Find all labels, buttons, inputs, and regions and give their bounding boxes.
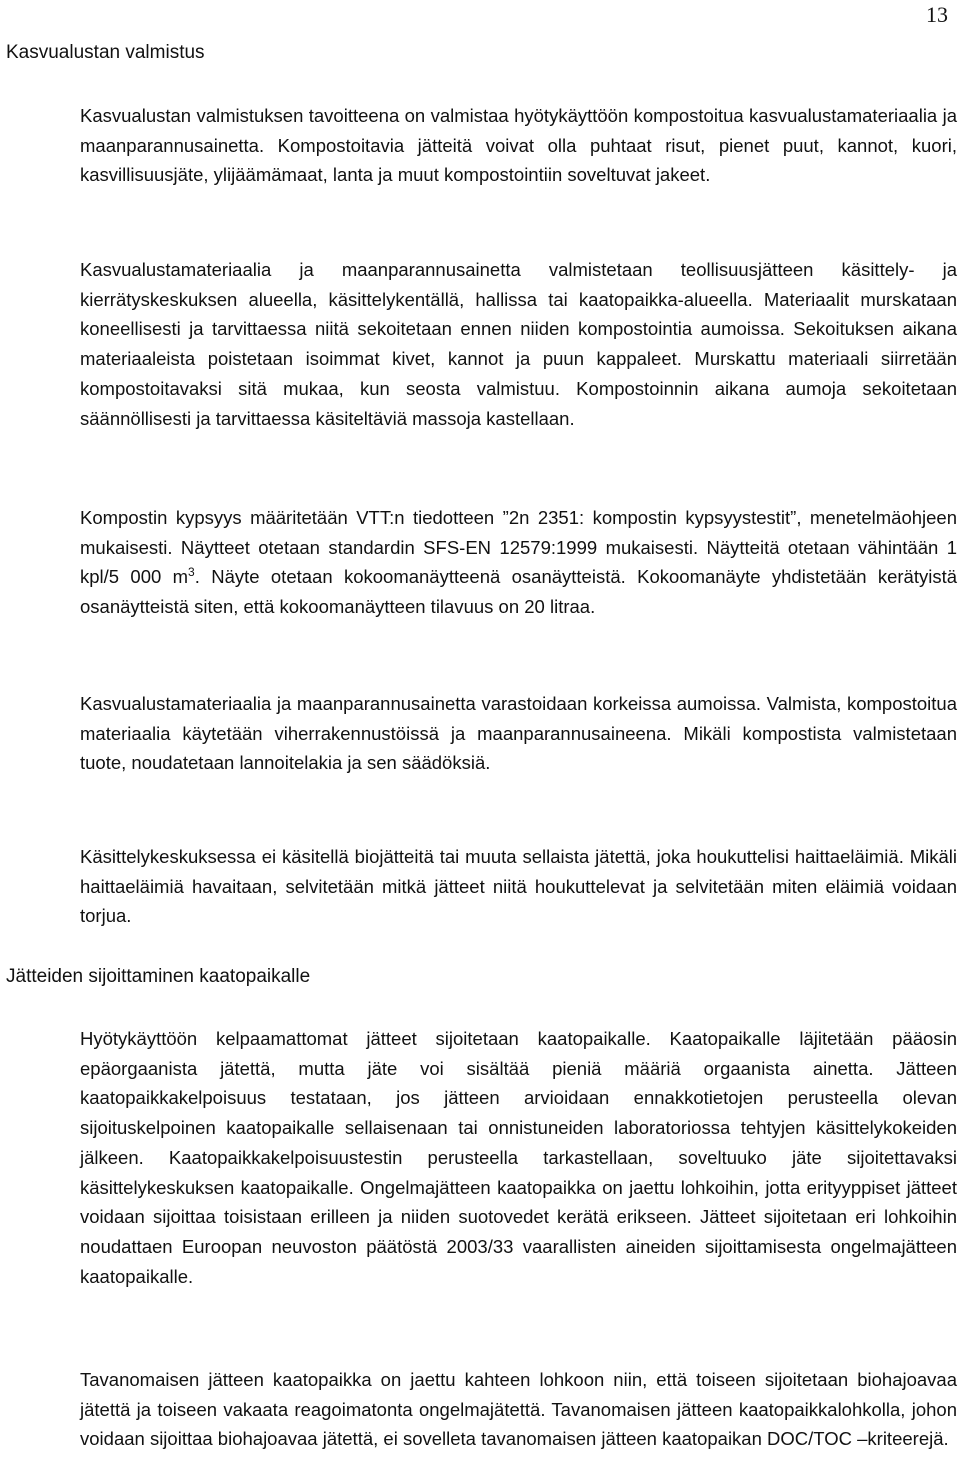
paragraph-kaatopaikka: Hyötykäyttöön kelpaamattomat jätteet sijoitetaan kaatopaikalle. Kaatopaikalle läjitetään pääosin epäorgaanista jätettä, mutta jäte voi sisältää pieniä määriä orgaanista ainetta. Jätteen kaatopaikkakelpoisuus testataan, jos jätteen arvioidaan ennakkotietojen perusteella olevan sijoituskelpoinen kaatopaikalle sellaisenaan tai onnistuneiden laboratoriossa tehtyjen käsittelykokeiden jälkeen. Kaatopaikkakelpoisuustestin perusteella tarkastellaan, soveltuuko jäte sijoitettavaksi käsittelykeskuksen kaatopaikalle. Ongelmajätteen kaatopaikka on jaettu lohkoihin, jotta erityyppiset jätteet voidaan sijoittaa toisistaan erilleen ja niiden suotovedet kerätä erikseen. Jätteet sijoitetaan eri lohkoihin noudattaen Euroopan neuvoston päätöstä 2003/33 vaarallisten aineiden sijoittamisesta ongelmajätteen kaatopaikalle. bbox=[80, 1028, 957, 1287]
paragraph-kypsyys-text-end: . Näyte otetaan kokoomanäytteenä osanäytteistä. Kokoomanäyte yhdistetään kerätyistä osanäytteistä siten, että kokoomanäytteen tilavuus on 20 litraa. bbox=[80, 566, 957, 618]
section-heading-jatteiden-sijoittaminen: Jätteiden sijoittaminen kaatopaikalle bbox=[6, 966, 311, 987]
section-heading-kasvualustan-valmistus: Kasvualustan valmistus bbox=[6, 42, 205, 63]
superscript-3: 3 bbox=[188, 565, 195, 580]
paragraph-tavanomainen: Tavanomaisen jätteen kaatopaikka on jaettu kahteen lohkoon niin, että toiseen sijoitetaan biohajoavaa jätettä ja toiseen vakaata reagoimatonta ongelmajätettä. Tavanomaisen jätteen kaatopaikkalohkolla, johon voidaan sijoittaa biohajoavaa jätettä, ei sovelleta tavanomaisen jätteen kaatopaikan DOC/TOC –kriteerejä. bbox=[80, 1369, 957, 1450]
paragraph-kypsyys-text: Kompostin kypsyys määritetään VTT:n tiedotteen ”2n 2351: kompostin kypsyystestit”, menetelmäohjeen mukaisesti. Näytteet otetaan standardin SFS-EN 12579:1999 mukaisesti. Näytteitä otetaan vähintään 1 kpl/5 000 m bbox=[80, 507, 957, 588]
paragraph-valmistus: Kasvualustamateriaalia ja maanparannusainetta valmistetaan teollisuusjätteen käsittely- ja kierrätyskeskuksen alueella, käsittelykentällä, hallissa tai kaatopaikka-alueella. Materiaalit murskataan koneellisesti ja tarvittaessa niitä sekoitetaan ennen niiden kompostointia aumoissa. Sekoituksen aikana materiaaleista poistetaan isoimmat kivet, kannot ja puun kappaleet. Murskattu materiaali siirretään kompostoitavaksi sitä mukaa, kun seosta valmistuu. Kompostoinnin aikana aumoja sekoitetaan säännöllisesti ja tarvittaessa käsiteltäviä massoja kastellaan. bbox=[80, 259, 957, 429]
paragraph-varastointi: Kasvualustamateriaalia ja maanparannusainetta varastoidaan korkeissa aumoissa. Valmista, kompostoitua materiaalia käytetään viherrakennustöissä ja maanparannusaineena. Mikäli kompostista valmistetaan tuote, noudatetaan lannoitelakia ja sen säädöksiä. bbox=[80, 693, 957, 774]
paragraph-kypsyys bbox=[80, 503, 957, 622]
page-number: 13 bbox=[926, 2, 948, 27]
paragraph-tavoite: Kasvualustan valmistuksen tavoitteena on valmistaa hyötykäyttöön kompostoitua kasvualustamateriaalia ja maanparannusainetta. Kompostoitavia jätteitä voivat olla puhtaat risut, pienet puut, kannot, kuori, kasvillisuusjäte, ylijäämämaat, lanta ja muut kompostointiin soveltuvat jakeet. bbox=[80, 105, 957, 186]
paragraph-haittaelaimet: Käsittelykeskuksessa ei käsitellä biojätteitä tai muuta sellaista jätettä, joka houkuttelisi haittaeläimiä. Mikäli haittaeläimiä havaitaan, selvitetään mitkä jätteet niitä houkuttelevat ja selvitetään miten eläimiä voidaan torjua. bbox=[80, 846, 957, 927]
